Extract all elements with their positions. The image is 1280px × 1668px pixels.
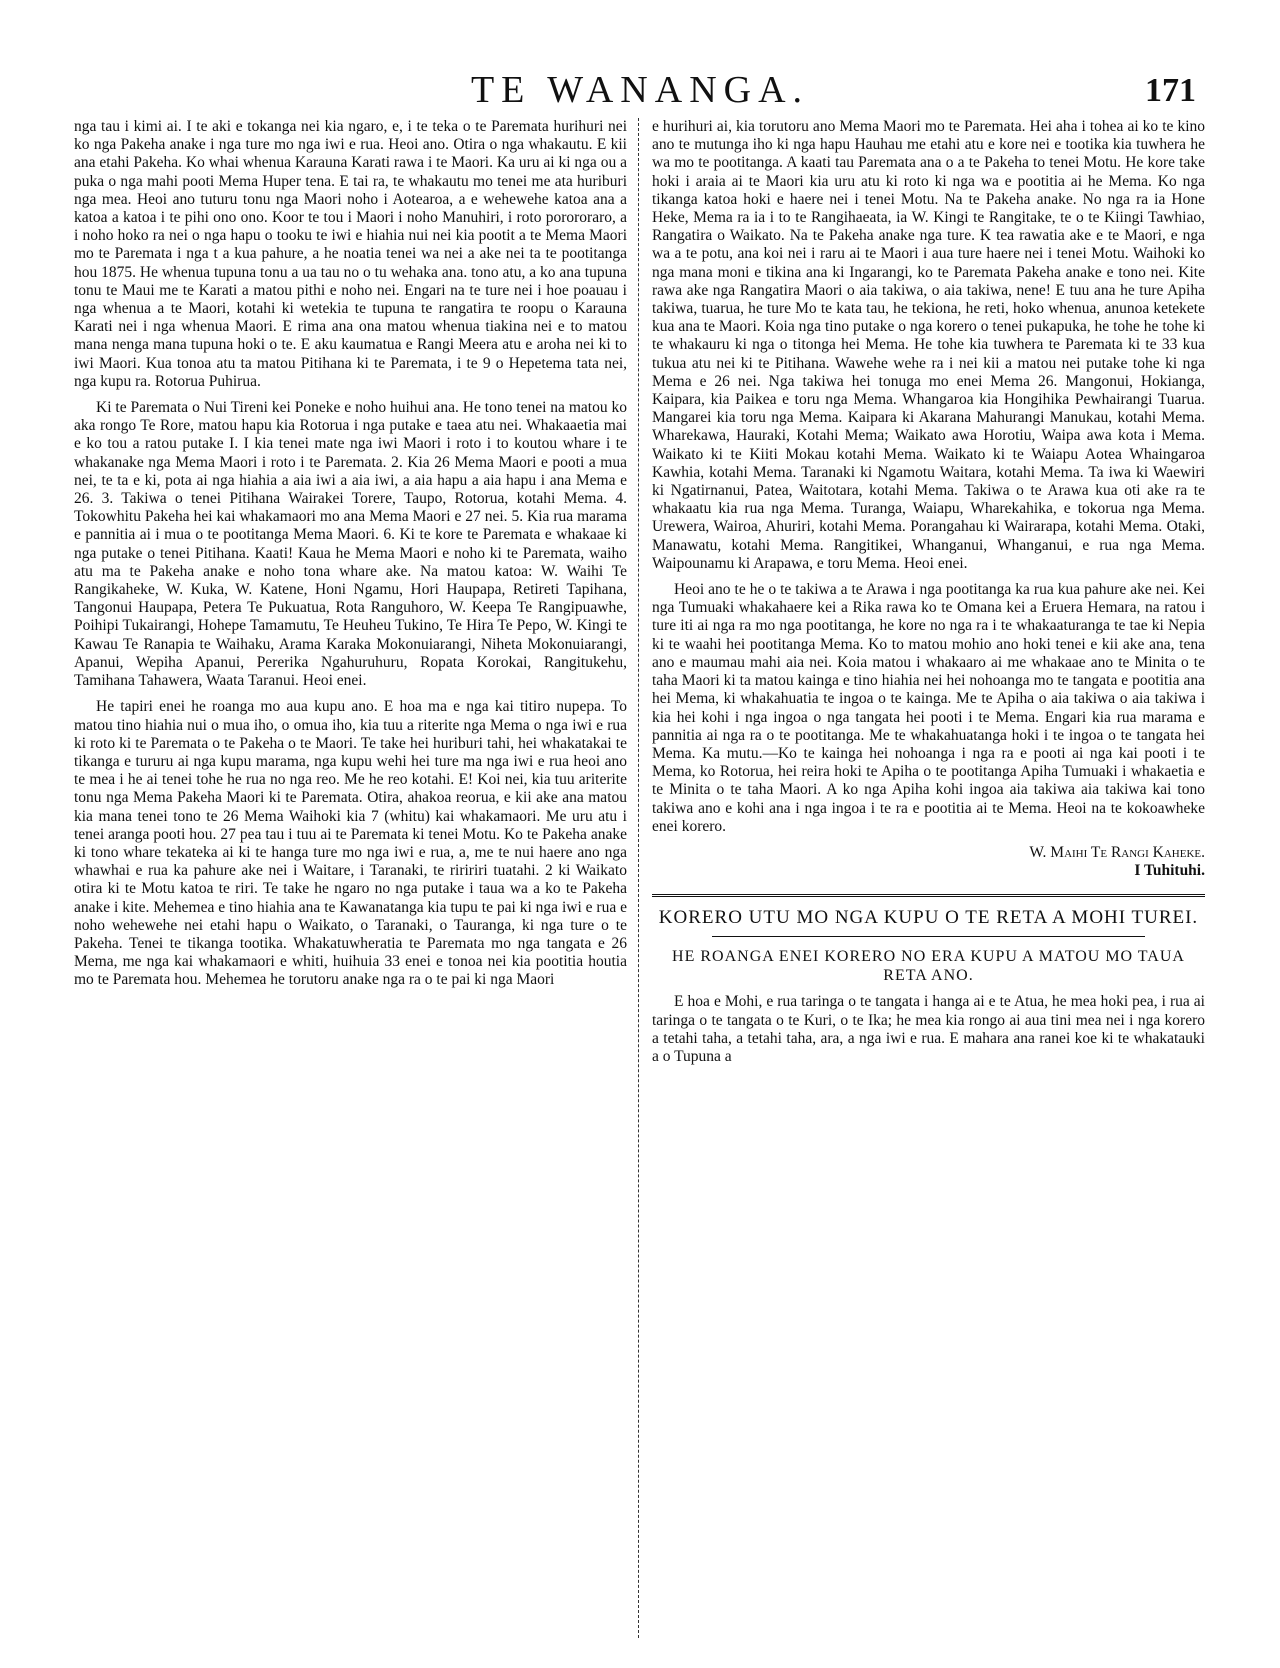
right-column — [652, 118, 1205, 1074]
article-paragraph: Heoi ano te he o te takiwa a te Arawa i nga pootitanga ka rua kua pahure ake nei. Kei nga Tumuaki whakahaere kei a Rika rawa ko te Omana kei a Eruera Hemara, na ratou i ture iti ai nga ra mo nga pootitanga, he kore no nga ra i te whakaaturanga te tae ki Nepia ki te waahi hei pootitanga Mema. Ko to matou mohio ano hoki tenei e kii ake ana, tena ano e maumau mahi aia nei. Koia matou i whakaaro ai me whakaae ano te Minita o te taha Maori ki ta matou kainga e tino hiahia nei hei nohoanga mo te tangata e pootitia ana hei Mema, ki whakahuatia te ingoa o te kainga. Me te Apiha o aia takiwa o aia takiwa i kia hei kohi i nga ingoa o nga tangata hei pooti i te Mema. Engari kia rua marama e pannitia ai nga ra o te pootitanga. Me te whakahuatanga hoki i te ingoa o te tangata hei Mema. Ka mutu.—Ko te kainga hei nohoanga i nga ra e pooti ai nga kai pooti i te Mema, ko Rotorua, hei reira hoki te Apiha o te pootitanga Apiha Tumuaki i whakaetia e te Minita o te taha Maori. A ko nga Apiha kohi ingoa aia takiwa aia takiwa kai tono takiwa ano e kohi ana i nga ingoa i te ra e pootitia ai te Mema. Heoi na te kokoawheke enei korero. — [652, 581, 1205, 835]
masthead — [0, 66, 1280, 112]
heading-divider — [712, 936, 1145, 937]
signature-name: W. Maihi Te Rangi Kaheke. — [1029, 843, 1205, 861]
article-paragraph: nga tau i kimi ai. I te aki e tokanga nei kia ngaro, e, i te teka o te Paremata hurihuri nei ko nga Pakeha anake i nga ture mo nga iwi e rua. Heoi ano. Otira o nga whakautu. E kii ana etahi Pakeha. Ko whai whenua Karauna Karati rawa i te Maori. Ka uru ai ki nga ou a puka o nga mahi pooti Mema Huper tena. E tai ra, te whakautu mo tenei me ata huriburi nga mea. Heoi ano tuturu tonu nga Maori noho i Aotearoa, a e wehewehe katoa ana a katoa a katoa i te pihi ono ono. Koor te tou i Maori i noho Manuhiri, i roto porororaro, a i noho hoko ra nei o nga hapu o tooku te iwi e hiahia nui nei kia pootit a te Mema Maori mo te Paremata i nga t a kua pahure, a he noatia tenei wa nei a ake nei ta te pootitanga hou 1875. He whenua tupuna tonu a ua tau no o tu wehaka ana. tono atu, a ko ana tupuna tonu te Maui me te Karati a matou pithi e noho nei. Engari na te ture nei i hoe poauau i nga whenua a te Maori, kotahi ki wetekia te tupuna te rangatira te roopu o Karauna Karati nei i nga whenua Maori. E rima ana ona matou whenua tiakina nei e to matou mana nenga mana tupuna hoki o te. E aku kaumatua e Rangi Meera atu e aroha nei ki to iwi Maori. Kua tonoa atu ta matou Pitihana ki te Paremata, i te 9 o Hepetema tata nei, nga kupu ra. Rotorua Puhirua. — [74, 118, 627, 390]
newspaper-title: TE WANANGA. — [470, 69, 810, 111]
article-paragraph: E hoa e Mohi, e rua taringa o te tangata i hanga ai e te Atua, he mea hoki pea, i rua ai taringa o te tangata o te Kuri, o te Ika; he mea kia rongo ai aua tini mea nei i nga korero a tetahi taha, a tetahi taha, ara, a nga iwi e rua. E mahara ana ranei koe ki te whakatauki a o Tupuna a — [652, 993, 1205, 1065]
signature-place: I Tuhituhi. — [1134, 862, 1205, 880]
article-paragraph: Ki te Paremata o Nui Tireni kei Poneke e noho huihui ana. He tono tenei na matou ko aka rongo Te Rore, matou hapu kia Rotorua i nga putake e taea atu nei. Whakaaetia mai e ko tou a ratou putake I. I kia tenei mate nga iwi Maori i roto i to koutou whare i te whakanake nga Mema Maori i roto i te Paremata. 2. Kia 26 Mema Maori e pooti a mua nei, te ta e ki, pota ai nga hiahia a aia iwi a aia iwi, a aia hapu a aia hapu i ana Mema e 26. 3. Takiwa o tenei Pitihana Wairakei Torere, Taupo, Rotorua, kotahi Mema. 4. Tokowhitu Pakeha hei kai whakamaori mo ana Mema Maori e 27 nei. 5. Kia rua marama e pannitia ai i mua o te pootitanga Mema Maori. 6. Ki te kore te Paremata e whakaae ki nga putake o tenei Pitihana. Kaati! Kaua he Mema Maori e noho ki te Paremata, waiho atu ma te Pakeha anake e noho tona whare ake. Na matou katoa: W. Waihi Te Rangikaheke, W. Kuka, W. Katene, Honi Ngamu, Hori Haupapa, Retireti Tapihana, Tangonui Haupapa, Petera Te Pukuatua, Rota Ranguhoro, W. Keepa Te Rangipuawhe, Poihipi Tukairangi, Hohepe Tamamutu, Te Heuheu Tukino, Te Hira Te Pepo, W. Kingi te Kawau Te Ranapia te Waihaku, Arama Karaka Mokonuiarangi, Niheta Mokonuiarangi, Apanui, Wepiha Apanui, Pererika Ngahuruhuru, Ropata Korokai, Rangitukehu, Tamihana Tahawera, Waata Taranui. Heoi enei. — [74, 399, 627, 690]
article-paragraph: e hurihuri ai, kia torutoru ano Mema Maori mo te Paremata. Hei aha i tohea ai ko te kino ano te mutunga iho ki nga hapu Hauhau me etahi atu e kore nei e tootika kia tuwhera he wa mo te pootitanga. A kaati tau Paremata ana o a te Pakeha to tenei Motu. He kore take hoki i araia ai te Maori kia uru atu ki roto ki nga wa e pootitia ai he Mema. Ko nga tikanga katoa hoki e haere nei i tenei Motu. Na te Pakeha anake. No nga ra ia Hone Heke, Mema ra ia i to te Rangihaeata, ia W. Kingi te Rangitake, te o te Kiingi Tawhiao, Rangatira o Waikato. Na te Pakeha anake nga ture. K tea rawatia ake e te Maori, e nga wa a te potu, ana koi nei i raru ai te Maori i aua ture haere nei i tenei Motu. Waihoki ko nga mana moni e tikina ana ki Ingarangi, ko te Paremata Pakeha anake e tono nei. Kite rawa ake nga Rangatira Maori o aia takiwa, o aia takiwa, nene! E tuu ana he ture Apiha takiwa, tuarua, he ture Mo te kata tau, he tekiona, he reti, hoko whenua, anunoa ketekete kua ana te Maori. Koia nga tino putake o nga korero o tenei pukapuka, he tohe he tohe ki te whakauru ki nga o titonga hei Mema. He tohe kia tuwhera te Paremata ki te 33 kua tukua atu nei ki te Pitihana. Wawehe wehe ra i nei kii a matou nei putake tohe ki nga Mema e 26 nei. Nga takiwa hei tonuga mo enei Mema 26. Mangonui, Hokianga, Kaipara, kia Paikea e toru nga Mema. Whangaroa kia Hongihika Pewhairangi Tuarua. Mangarei kia toru nga Mema. Kaipara ki Akarana Mahurangi Manukau, kotahi Mema. Wharekawa, Hauraki, Kotahi Mema; Waikato awa Horotiu, Waipa awa kota i Mema. Waikato ki te Kiiti Mokau kotahi Mema. Waikato ki te Waiapu Aotea Whaingaroa Kawhia, kotahi Mema. Taranaki ki Ngamotu Waitara, kotahi Mema. Ta iwa ki Waewiri ki Ngatirnanui, Patea, Waitotara, kotahi Mema. Takiwa o te Arawa kua oti ake ra te whakaatu kia rua nga Mema. Turanga, Waiapu, Wharekahika, e tokorua nga Mema. Urewera, Wairoa, Ahuriri, kotahi Mema. Porangahau ki Wairarapa, kotahi Mema. Otaki, Manawatu, kotahi Mema. Rangitikei, Whanganui, Whanganui, e rua nga Mema. Waipounamu ki Arapawa, e toru Mema. Heoi enei. — [652, 118, 1205, 572]
page-number: 171 — [1145, 72, 1196, 109]
left-column — [74, 118, 627, 998]
column-divider — [638, 118, 640, 1638]
article-paragraph: He tapiri enei he roanga mo aua kupu ano. E hoa ma e nga kai titiro nupepa. To matou tino hiahia nui o mua iho, o omua iho, kia tuu a riterite nga Mema o nga iwi e rua ki roto ki te Paremata o te Pakeha o te Maori. Te take hei huriburi tahi, hei whakatakai te tikanga e tururu ai nga kupu marama, nga kupu wehi hei ture ma nga iwi e rua heoi ano te mea i he ai tenei tohe he rua no nga reo. Me he reo kotahi. E! Koi nei, kia tuu ariterite tonu nga Mema Pakeha Maori ki te Paremata. Otira, ahakoa reorua, e kii ake ana matou kia mana tenei tono te 26 Mema Waihoki kia 7 (whitu) kai whakamaori. Me uru atu i tenei aranga pooti hou. 27 pea tau i tuu ai te Paremata ki tenei Motu. Ko te Pakeha anake ki tono whare tekateka ai ki te hanga ture mo nga iwi e rua, a, me te nui haere ano nga whawhai e rua ka pahure ake nei i Waitare, i Taranaki, te riririri tuatahi. 2 ki Waikato otira ki te Motu katoa te riri. Te take he ngaro no nga putake i taua wa a ko te Pakeha anake i kite. Mehemea e tino hiahia ana te Kawanatanga kia tupu te pai ki nga iwi e rua e noho wehewehe nei etahi hapu o Waikato, o Taranaki, o Tauranga, ki nga ture o te Pakeha. Tenei te tikanga tootika. Whakatuwheratia te Paremata mo nga tangata e 26 Mema, me nga kai whakamaori e whiti, huihuia 33 enei e tonoa nei kia pootitia houtia mo te Paremata hou. Mehemea he torutoru anake nga ra o te pai ki nga Maori — [74, 698, 627, 989]
section-heading: KORERO UTU MO NGA KUPU O TE RETA A MOHI TUREI. — [658, 907, 1199, 929]
section-divider — [652, 894, 1205, 897]
section-subheading: HE ROANGA ENEI KORERO NO ERA KUPU A MATOU MO TAUA RETA ANO. — [672, 948, 1185, 985]
